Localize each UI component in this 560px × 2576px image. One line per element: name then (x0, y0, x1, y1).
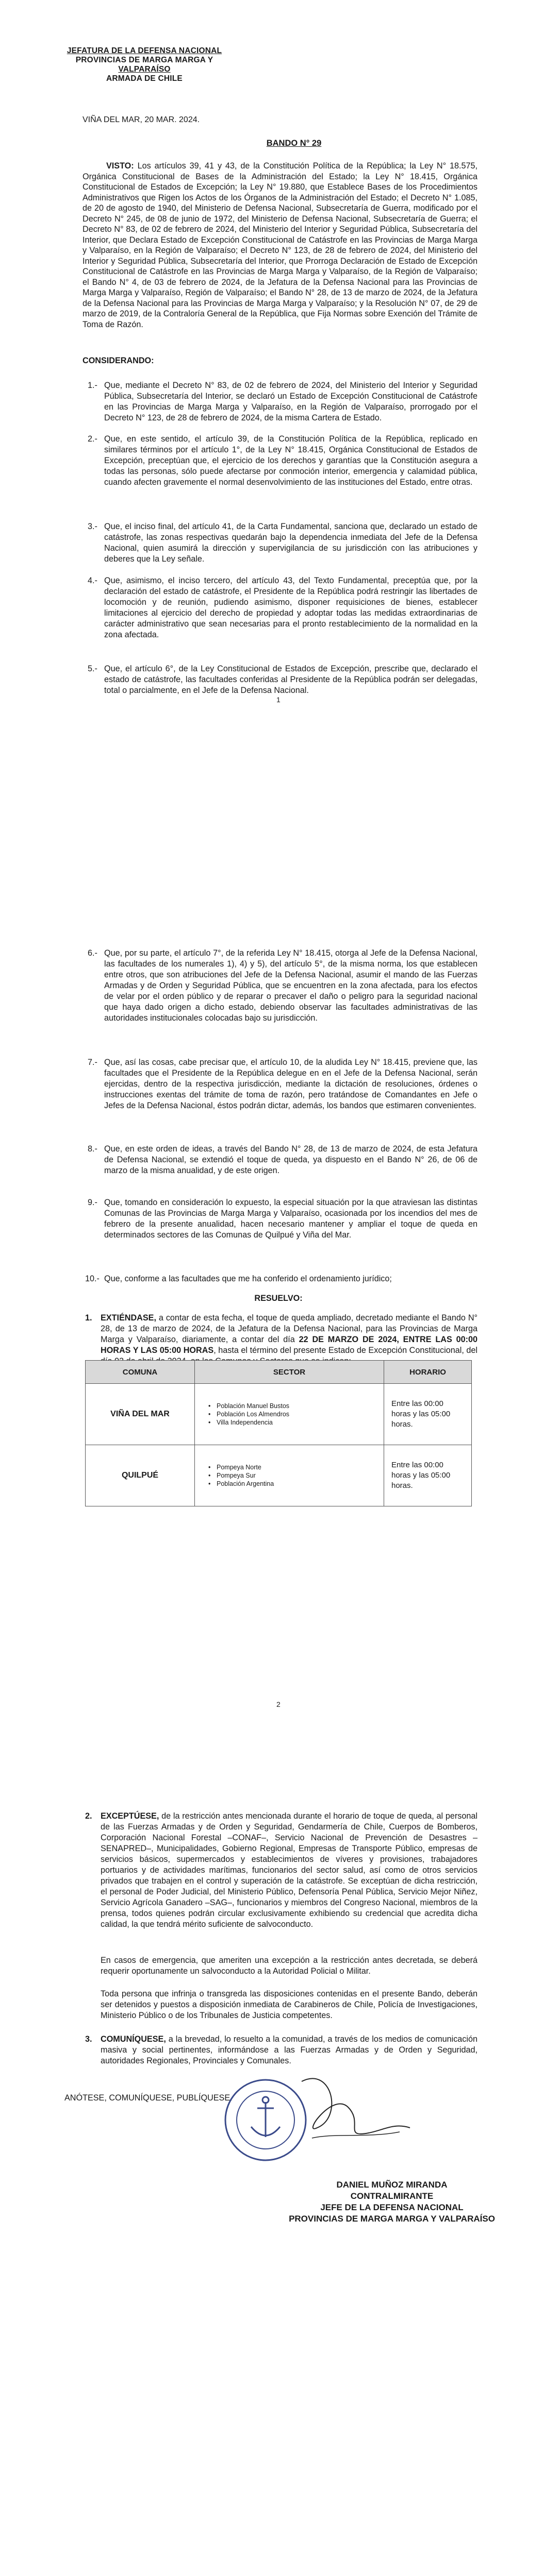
item-number: 4.- (88, 576, 97, 585)
item-number: 1. (85, 1313, 92, 1323)
page-2 (0, 886, 560, 1713)
item-text (101, 1811, 477, 1930)
item-text (101, 1313, 477, 1367)
sector-cell (195, 1445, 384, 1506)
item-text-b: , hasta el término del presente Estado de Excepción Constitucional, del (213, 1346, 477, 1355)
item-text: Que, mediante el Decreto N° 83, de 02 de febrero de 2024, del Ministerio del Interior y Seguridad Pública, Subsecretaría del Interior, se declaró un Estado de Excepción Constitucional de Catástrofe en las Provincias de Marga Marga y Valparaíso, en la Región de Valparaíso, prorrogado por el Decreto N° 123, de 28 de febrero de 2024, de la misma Cartera de Estado. (104, 381, 477, 422)
document-title: BANDO N° 29 (266, 139, 322, 148)
closing-formula: ANÓTESE, COMUNÍQUESE, PUBLÍQUESE. (64, 2093, 233, 2103)
table-row (86, 1445, 472, 1506)
item-text: Que, en este sentido, el artículo 39, de la Constitución Política de la República, replicado en similares términos por el artículo 1°, de la Ley N° 18.415, Orgánica Constitucional de Estados de Excepción, preceptúan que, el ejercicio de los derechos y garantías que la Constitución asegura a todas las personas, sólo puede afectarse por conmoción interior, emergencia y calamidad pública, cuando afecten gravemente el normal desenvolvimiento de las instituciones del Estado, entre otras. (104, 434, 477, 487)
comuna-cell: QUILPUÉ (86, 1445, 195, 1506)
item-text-a: a contar de esta fecha, el toque de queda ampliado, decretado mediante el Bando N° 28, de 13 de marzo de 2024, de la Jefatura de la Defensa Nacional, para las Provincias de Marga Marga y Valparaíso, diariamente, a contar del día (101, 1313, 477, 1344)
page-break (0, 1713, 560, 1788)
official-seal-icon (214, 2061, 431, 2179)
item-number: 3.- (88, 522, 97, 531)
item-text-body: de la restricción antes mencionada durante el horario de toque de queda, al personal de las Fuerzas Armadas y de Orden y Seguridad, Gendarmería de Chile, Cuerpos de Bomberos, Corporación Nacional Forestal –CONAF–, Servicio Nacional de Prevención de Desastres –SENAPRED–, Municipalidades, Gobierno Regional, Empresas de Transporte Público, empresas de servicios básicos, supermercados y establecimientos de víveres y provisiones, trabajadores portuarios y de actividades marítimas, funcionarios del sector salud, así como de otros servicios privados que trabajen en el control y superación de la catástrofe. Se exceptúan de dicha restricción, el personal de Poder Judicial, del Ministerio Público, Defensoría Penal Pública, Servicio Mejor Niñez, Servicio Agrícola Ganadero –SAG–, funcionarios y miembros del Congreso Nacional, miembros de la prensa, todos quienes podrán circular exclusivamente exhibiendo su credencial que acredita dicha calidad, la que tendrá mérito suficiente de salvoconducto. (101, 1811, 477, 1929)
visto-text: Los artículos 39, 41 y 43, de la Constitución Política de la República; la Ley N° 18.575, Orgánica Constitucional de Bases de la Administración del Estado; la Ley N° 18.415, Orgánica Constitucional de Estados de Excepción; la Ley N° 19.880, que Establece Bases de los Procedimientos Administrativos que Rigen los Actos de los Órganos de la Administración del Estado; el Decreto N° 1.085, de 20 de agosto de 1940, del Ministerio de Defensa Nacional, Subsecretaría de Guerra, modificado por el Decreto N° 245, de 08 de junio de 1972, del Ministerio de Defensa Nacional, Subsecretaría de Guerra; el Decreto N° 83, de 02 de febrero de 2024, del Ministerio del Interior y Seguridad Pública, Subsecretaría del Interior, que Declara Estado de Excepción Constitucional de Catástrofe en las Provincias de Marga Marga y Valparaíso, en la Región de Valparaíso; el Decreto N° 123, de 28 de febrero de 2024, del Ministerio del Interior y Seguridad Pública, Subsecretaría del Interior, que Prorroga Declaración de Estado de Excepción Constitucional de Catástrofe en las Provincias de Marga Marga y Valparaíso, de la Región de Valparaíso; el Bando N° 4, de 03 de febrero de 2024, de la Jefatura de la Defensa Nacional para las Provincias de Marga Marga y Valparaíso, Región de Valparaíso; el Bando N° 28, de 13 de marzo de 2024, de la Jefatura de la Defensa Nacional para las Provincias de Marga Marga y Valparaíso; y la Resolución N° 07, de 29 de marzo de 2019, de la Contraloría General de la República, que Fija Normas sobre Exención del Trámite de Toma de Razón. (83, 161, 477, 329)
item-number: 2.- (88, 434, 97, 444)
item-text: Que, el artículo 6°, de la Ley Constitucional de Estados de Excepción, prescribe que, declarado el estado de catástrofe, las facultades conferidas al Presidente de la República podrán ser delegadas, total o parcialmente, en el Jefe de la Defensa Nacional. (104, 664, 477, 695)
considerando-label: CONSIDERANDO: (83, 356, 154, 365)
horario-cell: Entre las 00:00 horas y las 05:00 horas. (384, 1384, 472, 1445)
signer-rank: CONTRALMIRANTE (350, 2191, 434, 2201)
item-text: Que, en este orden de ideas, a través del Bando N° 28, de 13 de marzo de 2024, de esta Jefatura de Defensa Nacional, se extendió el toque de queda, ya dispuesto en el Bando N° 26, de 06 de marzo de la misma anualidad, y de este origen. (104, 1144, 477, 1175)
column-header: HORARIO (384, 1361, 472, 1384)
letterhead-line: VALPARAÍSO (118, 65, 171, 74)
letterhead-line: PROVINCIAS DE MARGA MARGA Y (75, 56, 213, 64)
column-header: SECTOR (195, 1361, 384, 1384)
curfew-sectors-table (85, 1360, 472, 1506)
letterhead-line: JEFATURA DE LA DEFENSA NACIONAL (67, 46, 222, 55)
item-number: 10.- (85, 1274, 100, 1283)
page-break (0, 809, 560, 886)
page-1 (0, 0, 560, 809)
item-number: 8.- (88, 1144, 97, 1154)
page-3 (0, 1788, 560, 2576)
sector-item: • Pompeya Sur (217, 1471, 383, 1480)
letterhead (0, 46, 289, 83)
item-text: Que, por su parte, el artículo 7°, de la referida Ley N° 18.415, otorga al Jefe de la Defensa Nacional, las facultades de los numerales 1), 4) y 5), del artículo 5°, de la misma norma, los que establecen entre otros, que son atribuciones del Jefe de la Defensa Nacional, asumir el mando de las Fuerzas Armadas y de Orden y Seguridad Pública, que se encuentren en la zona afectada, para los efectos de velar por el orden público y de reparar o precaver el daño o peligro para la seguridad nacional que haya dado origen a dicho estado, debiendo observar las facultades administrativas de las autoridades institucionales colocadas bajo su jurisdicción. (104, 948, 477, 1023)
item-number: 3. (85, 2035, 92, 2044)
item-text: Que, asimismo, el inciso tercero, del artículo 43, del Texto Fundamental, preceptúa que, por la declaración del estado de catástrofe, el Presidente de la República podrá restringir las libertades de locomoción y de reunión, pudiendo asimismo, disponer requisiciones de bienes, establecer limitaciones al ejercicio del derecho de propiedad y adoptar todas las medidas extraordinarias de carácter administrativo que sean necesarias para el pronto restablecimiento de la normalidad en la zona afectada. (104, 576, 477, 639)
infringement-paragraph: Toda persona que infrinja o transgreda las disposiciones contenidas en el presente Bando, deberán ser detenidos y puestos a disposición inmediata de Carabineros de Chile, Policía de Investigaciones, Ministerio Público o de los Tribunales de Justicia competentes. (101, 1989, 477, 2020)
item-text: Que, conforme a las facultades que me ha conferido el ordenamiento jurídico; (104, 1274, 392, 1283)
sector-item: • Población Argentina (217, 1480, 383, 1488)
horario-cell: Entre las 00:00 horas y las 05:00 horas. (384, 1445, 472, 1506)
signer-title: JEFE DE LA DEFENSA NACIONAL (320, 2202, 464, 2212)
item-lead: EXCEPTÚESE, (101, 1811, 159, 1821)
sector-item: • Villa Independencia (217, 1418, 383, 1427)
letterhead-line: ARMADA DE CHILE (106, 74, 183, 83)
signer-name: DANIEL MUÑOZ MIRANDA (336, 2180, 448, 2190)
item-number: 7.- (88, 1058, 97, 1067)
visto-label: VISTO: (106, 161, 134, 171)
visto-paragraph (83, 161, 477, 330)
item-text: Que, el inciso final, del artículo 41, de la Carta Fundamental, sanciona que, declarado un estado de catástrofe, las zonas respectivas quedarán bajo la dependencia inmediata del Jefe de la Defensa Nacional, quien asumirá la dirección y supervigilancia de su jurisdicción con las atribuciones y deberes que la Ley señale. (104, 522, 477, 564)
item-highlight: 22 DE MARZO DE 2024, ENTRE LAS 00:00 HORAS Y LAS 05:00 HORAS (101, 1335, 478, 1355)
item-lead: EXTIÉNDASE, (101, 1313, 156, 1323)
page-number: 1 (276, 696, 281, 704)
sector-item: • Población Manuel Bustos (217, 1402, 383, 1410)
sector-item: • Pompeya Norte (217, 1463, 383, 1471)
item-text-body: a la brevedad, lo resuelto a la comunidad, a través de los medios de comunicación masiva y social pertinentes, informándose a las Fuerzas Armadas y de Orden y Seguridad, autoridades Regionales, Provinciales y Comunales. (101, 2035, 477, 2065)
item-number: 2. (85, 1811, 92, 1821)
item-number: 1.- (88, 381, 97, 390)
item-lead: COMUNÍQUESE, (101, 2035, 166, 2044)
item-text: Que, así las cosas, cabe precisar que, el artículo 10, de la aludida Ley N° 18.415, previene que, las facultades que el Presidente de la República delegue en en el Jefe de la Defensa Nacional, serán ejercidas, dentro de la respectiva jurisdicción, mediante la dictación de resoluciones, órdenes o instrucciones exentas del trámite de toma de razón, pero tratándose de Comandantes en Jefe o Jefes de la Defensa Nacional, éstos podrán dictar, además, los bandos que estimaren convenientes. (104, 1058, 477, 1110)
comuna-cell: VIÑA DEL MAR (86, 1384, 195, 1445)
item-number: 6.- (88, 948, 97, 958)
sector-item: • Población Los Almendros (217, 1410, 383, 1418)
item-number: 5.- (88, 664, 97, 673)
signer-title: PROVINCIAS DE MARGA MARGA Y VALPARAÍSO (289, 2214, 495, 2224)
signature-block (278, 2179, 505, 2225)
emergency-paragraph: En casos de emergencia, que ameriten una excepción a la restricción antes decretada, se deberá requerir oportunamente un salvoconducto a la Autoridad Policial o Militar. (101, 1956, 477, 1976)
page-number: 2 (276, 1700, 281, 1708)
table-row (86, 1384, 472, 1445)
sector-cell (195, 1384, 384, 1445)
table-header-row (86, 1361, 472, 1384)
resuelvo-label: RESUELVO: (254, 1294, 303, 1303)
column-header: COMUNA (86, 1361, 195, 1384)
item-text: Que, tomando en consideración lo expuesto, la especial situación por la que atraviesan las distintas Comunas de las Provincias de Marga Marga y Valparaíso, ocasionada por los incendios del mes de febrero de la presente anualidad, hacen necesario mantener y ampliar el toque de queda en determinados sectores de las Comunas de Quilpué y Viña del Mar. (104, 1198, 477, 1240)
item-number: 9.- (88, 1198, 97, 1207)
date-line: VIÑA DEL MAR, 20 MAR. 2024. (83, 115, 200, 124)
